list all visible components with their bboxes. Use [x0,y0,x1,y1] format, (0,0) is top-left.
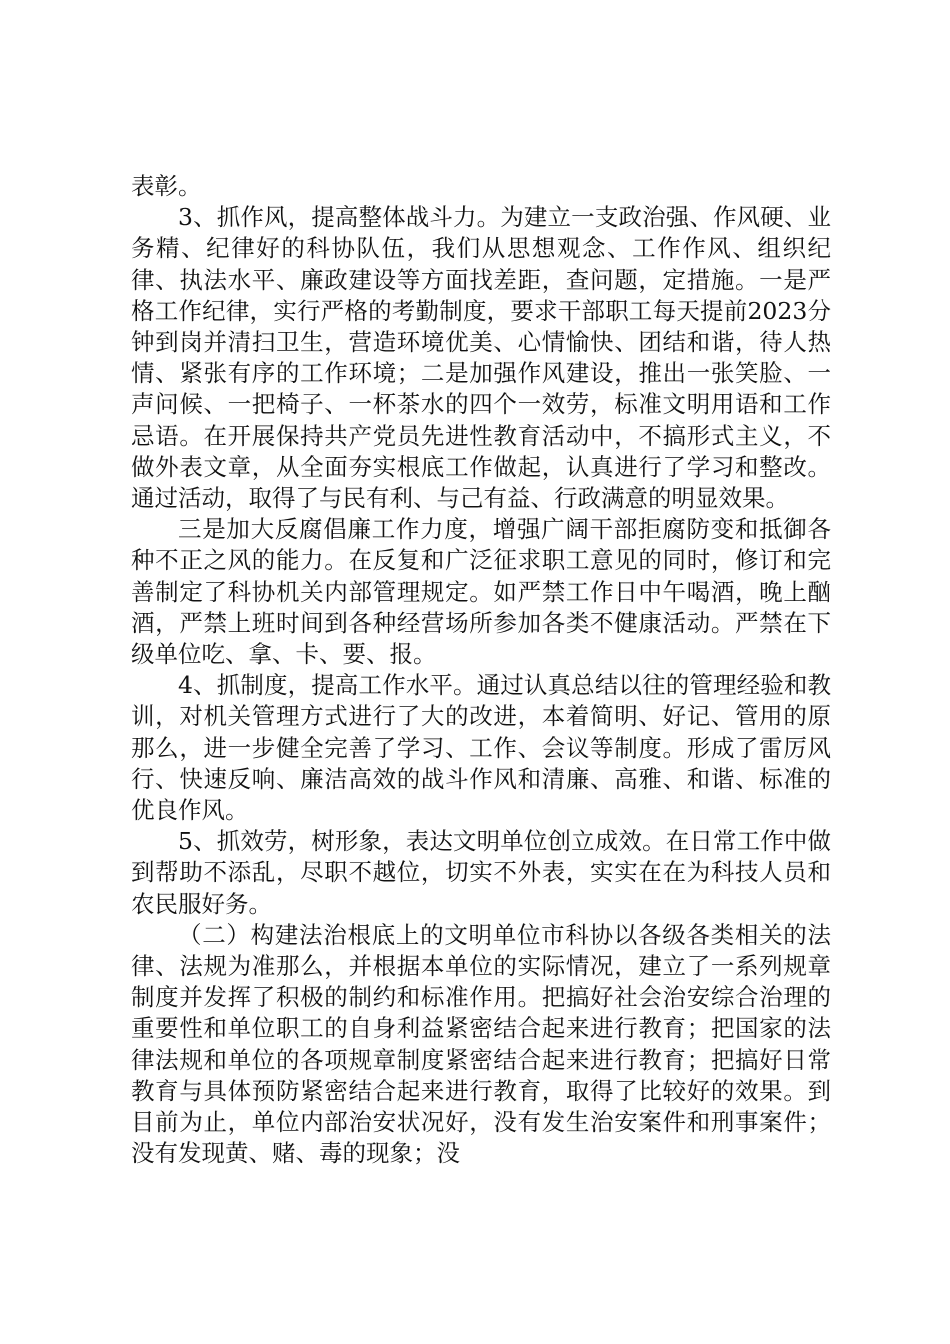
paragraph-rule-of-law: （二）构建法治根底上的文明单位市科协以各级各类相关的法律、法规为准那么，并根据本单位的实际情况，建立了一系列规章制度并发挥了积极的制约和标准作用。把搞好社会治安综合治理的重要性和单位职工的自身利益紧密结合起来进行教育；把国家的法律法规和单位的各项规章制度紧密结合起来进行教育；把搞好日常教育与具体预防紧密结合起来进行教育，取得了比较好的效果。到目前为止，单位内部治安状况好，没有发生治安案件和刑事案件；没有发现黄、赌、毒的现象；没 [131,920,831,1168]
paragraph-anti-corruption: 三是加大反腐倡廉工作力度，增强广阔干部拒腐防变和抵御各种不正之风的能力。在反复和广泛征求职工意见的同时，修订和完善制定了科协机关内部管理规定。如严禁工作日中午喝酒，晚上酗酒，严禁上班时间到各种经营场所参加各类不健康活动。严禁在下级单位吃、拿、卡、要、报。 [131,515,831,669]
paragraph-service: 5、抓效劳，树形象，表达文明单位创立成效。在日常工作中做到帮助不添乱，尽职不越位，切实不外表，实实在在为科技人员和农民服好务。 [131,827,831,918]
document-body [131,171,831,1170]
paragraph-system: 4、抓制度，提高工作水平。通过认真总结以往的管理经验和教训，对机关管理方式进行了大的改进，本着简明、好记、管用的原那么，进一步健全完善了学习、工作、会议等制度。形成了雷厉风行、快速反响、廉洁高效的战斗作风和清廉、高雅、和谐、标准的优良作风。 [131,671,831,825]
paragraph-work-style: 3、抓作风，提高整体战斗力。为建立一支政治强、作风硬、业务精、纪律好的科协队伍，我们从思想观念、工作作风、组织纪律、执法水平、廉政建设等方面找差距，查问题，定措施。一是严格工作纪律，实行严格的考勤制度，要求干部职工每天提前2023分钟到岗并清扫卫生，营造环境优美、心情愉快、团结和谐，待人热情、紧张有序的工作环境；二是加强作风建设，推出一张笑脸、一声问候、一把椅子、一杯茶水的四个一效劳，标准文明用语和工作忌语。在开展保持共产党员先进性教育活动中，不搞形式主义，不做外表文章，从全面夯实根底工作做起，认真进行了学习和整改。通过活动，取得了与民有利、与己有益、行政满意的明显效果。 [131,203,831,513]
paragraph-continuation: 表彰。 [131,172,202,200]
